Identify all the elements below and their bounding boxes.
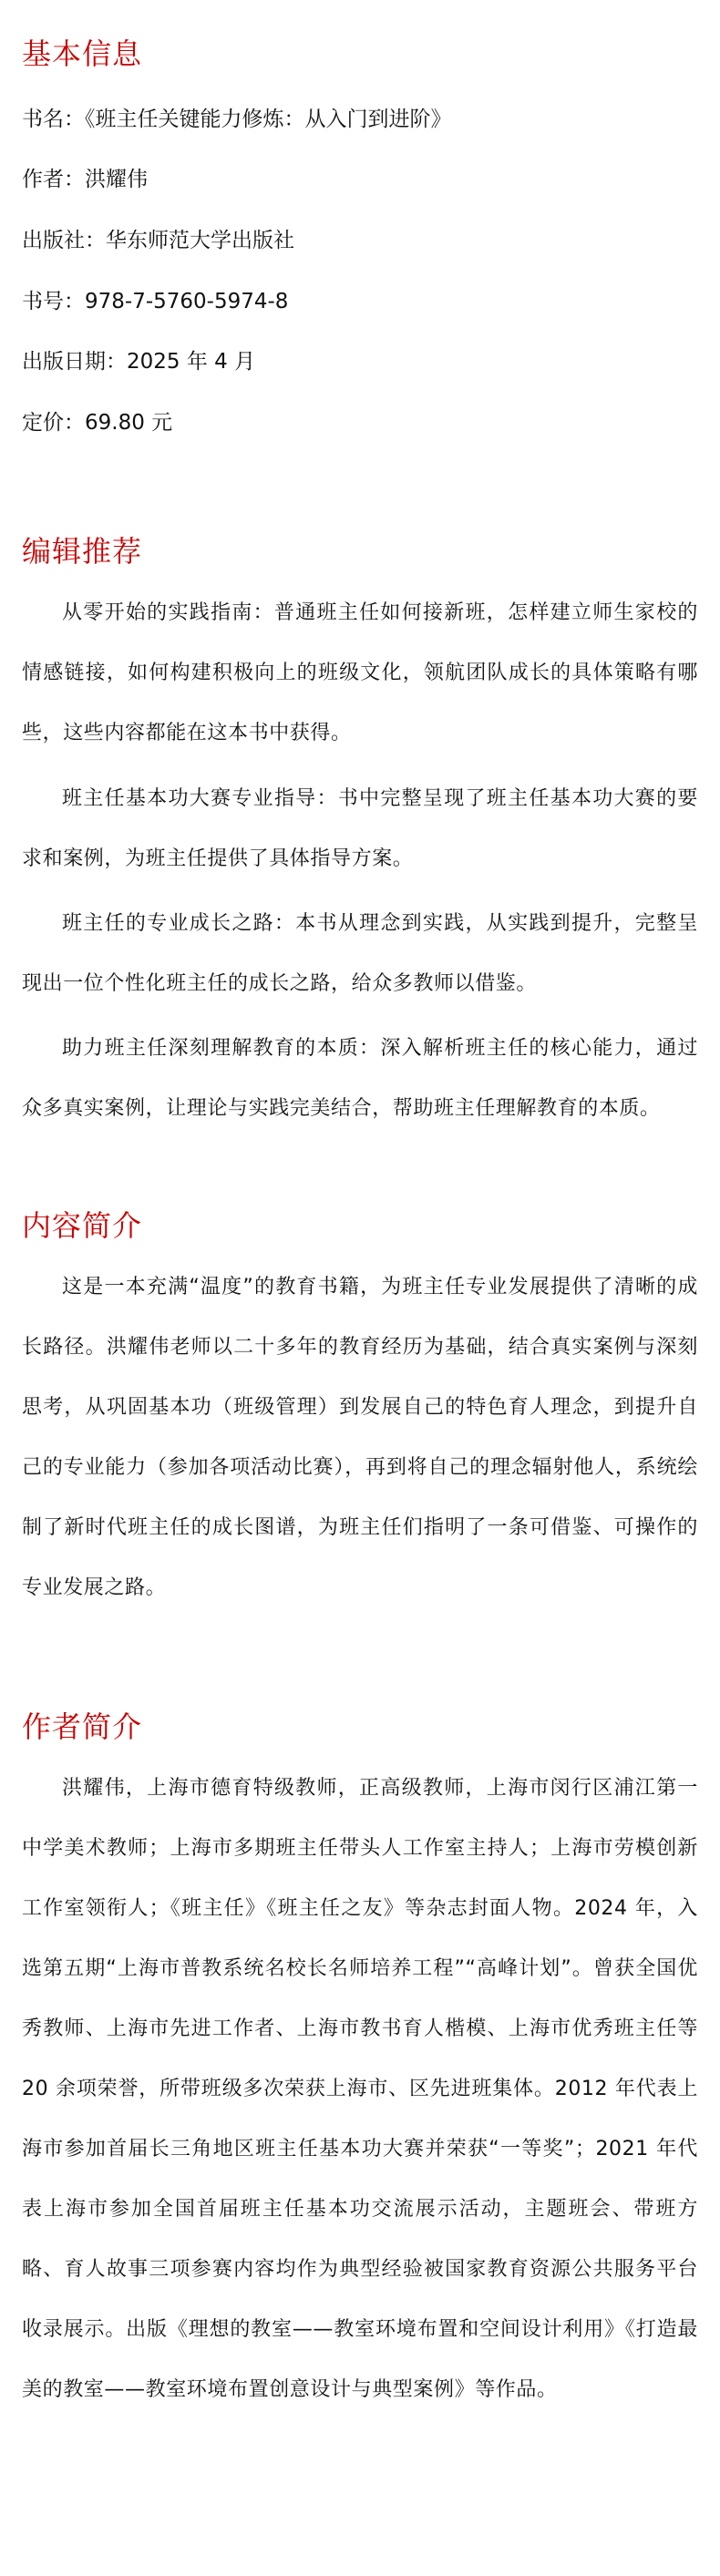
book-title-line: 书名：《班主任关键能力修炼：从入门到进阶》 bbox=[22, 108, 452, 131]
recommendation-paragraph-4: 助力班主任深刻理解教育的本质：深入解析班主任的核心能力，通过众多真实案例，让理论与实践完美结合，帮助班主任理解教育的本质。 bbox=[22, 1037, 698, 1120]
publish-date-line: 出版日期：2025 年 4 月 bbox=[22, 350, 256, 374]
basic-info-heading: 基本信息 bbox=[22, 36, 143, 71]
author-bio-paragraph: 洪耀伟，上海市德育特级教师，正高级教师，上海市闵行区浦江第一中学美术教师；上海市多期班主任带头人工作室主持人；上海市劳模创新工作室领衔人；《班主任》《班主任之友》等杂志封面人物。2024 年，入选第五期“上海市普教系统名校长名师培养工程”“高峰计划”。曾获全国优秀教师、上海市先进工作者、上海市教书育人楷模、上海市优秀班主任等 20 余项荣誉，所带班级多次荣获上海市、区先进班集体。2012 年代表上海市参加首届长三角地区班主任基本功大赛并荣获“一等奖”；2021 年代表上海市参加全国首届班主任基本功交流展示活动，主题班会、带班方略、育人故事三项参赛内容均作为典型经验被国家教育资源公共服务平台收录展示。出版《理想的教室——教室环境布置和空间设计利用》《打造最美的教室——教室环境布置创意设计与典型案例》等作品。 bbox=[22, 1777, 698, 2401]
recommendation-paragraph-2: 班主任基本功大赛专业指导：书中完整呈现了班主任基本功大赛的要求和案例，为班主任提供了具体指导方案。 bbox=[22, 787, 698, 870]
editor-recommendation-heading: 编辑推荐 bbox=[22, 534, 143, 569]
content-summary-heading: 内容简介 bbox=[22, 1208, 143, 1243]
recommendation-paragraph-3: 班主任的专业成长之路：本书从理念到实践，从实践到提升，完整呈现出一位个性化班主任的成长之路，给众多教师以借鉴。 bbox=[22, 912, 698, 995]
price-line: 定价：69.80 元 bbox=[22, 411, 173, 435]
author-line: 作者：洪耀伟 bbox=[22, 168, 148, 191]
content-summary-paragraph: 这是一本充满“温度”的教育书籍，为班主任专业发展提供了清晰的成长路径。洪耀伟老师以二十多年的教育经历为基础，结合真实案例与深刻思考，从巩固基本功（班级管理）到发展自己的特色育人理念，到提升自己的专业能力（参加各项活动比赛），再到将自己的理念辐射他人，系统绘制了新时代班主任的成长图谱，为班主任们指明了一条可借鉴、可操作的专业发展之路。 bbox=[22, 1276, 698, 1599]
publisher-line: 出版社：华东师范大学出版社 bbox=[22, 229, 294, 252]
recommendation-paragraph-1: 从零开始的实践指南：普通班主任如何接新班，怎样建立师生家校的情感链接，如何构建积极向上的班级文化，领航团队成长的具体策略有哪些，这些内容都能在这本书中获得。 bbox=[22, 601, 698, 744]
isbn-line: 书号：978-7-5760-5974-8 bbox=[22, 290, 289, 313]
author-bio-heading: 作者简介 bbox=[22, 1709, 143, 1744]
